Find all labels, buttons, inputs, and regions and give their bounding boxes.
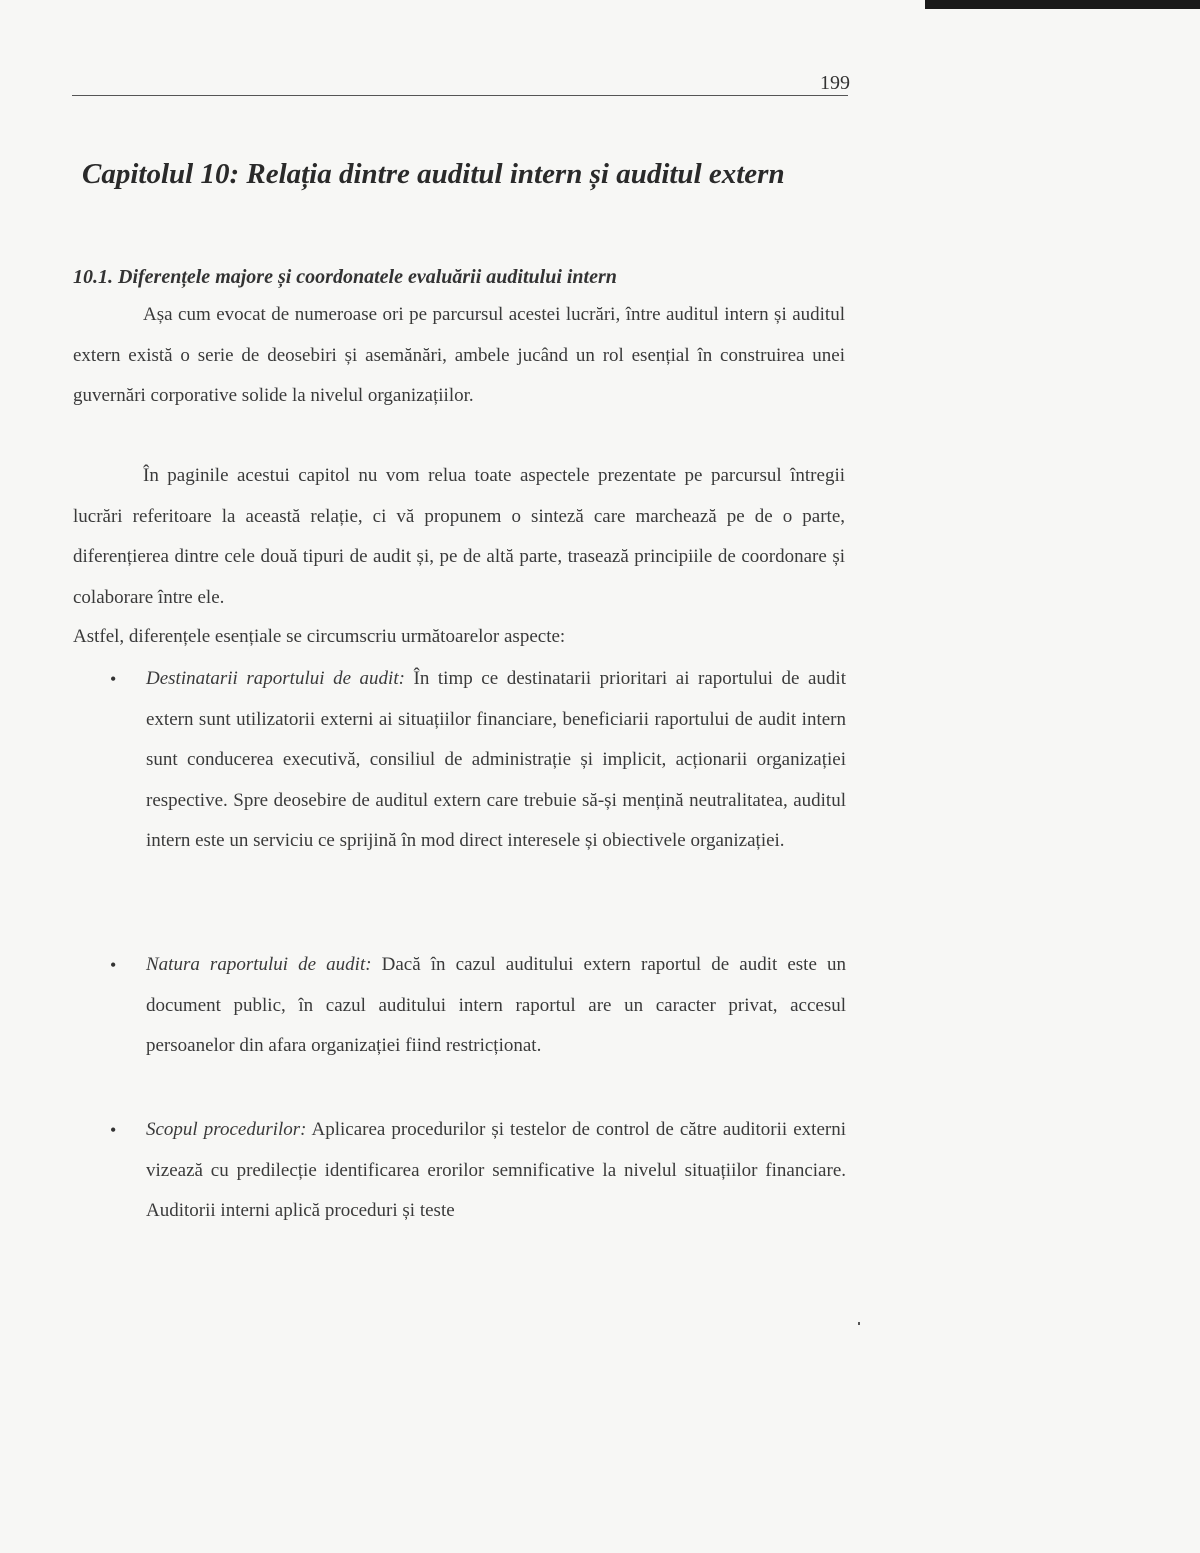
bullet-term: Destinatarii raportului de audit: bbox=[146, 668, 405, 689]
bullet-body: În timp ce destinatarii prioritari ai raportului de audit extern sunt utilizatorii externi ai situațiilor financiare, beneficiarii raportului de audit intern sunt conducerea executivă, consiliul de administrație și implicit, acționarii organizației respective. Spre deosebire de auditul extern care trebuie să-și mențină neutralitatea, auditul intern este un serviciu ce sprijină în mod direct interesele și obiectivele organizației. bbox=[146, 668, 846, 851]
bullet-dot-icon: • bbox=[110, 1120, 117, 1140]
bullet-text bbox=[146, 659, 846, 862]
bullet-text bbox=[146, 1110, 846, 1232]
paragraph-synthesis: În paginile acestui capitol nu vom relua toate aspectele prezentate pe parcursul întregii lucrări referitoare la această relație, ci vă propunem o sinteză care marchează pe de o parte, diferențierea dintre cele două tipuri de audit și, pe de altă parte, trasează principiile de coordonare și colaborare între ele. bbox=[73, 465, 845, 608]
bullet-body: Aplicarea procedurilor și testelor de control de către auditorii externi vizează cu predilecție identificarea erorilor semnificative la nivelul situațiilor financiare. Auditorii interni aplică proceduri și teste bbox=[146, 1119, 846, 1221]
page-number: 199 bbox=[820, 72, 850, 94]
bullet-body: Dacă în cazul auditului extern raportul de audit este un document public, în cazul auditului intern raportul are un caracter privat, accesul persoanelor din afara organizației fiind restricționat. bbox=[146, 954, 846, 1056]
bullet-dot-icon: • bbox=[110, 669, 117, 689]
scan-border bbox=[925, 0, 1200, 9]
paragraph-lead-in: Astfel, diferențele esențiale se circumscriu următoarelor aspecte: bbox=[73, 626, 566, 647]
bullet-text bbox=[146, 945, 846, 1067]
bullet-term: Scopul procedurilor: bbox=[146, 1119, 307, 1140]
scan-speck bbox=[858, 1322, 860, 1325]
chapter-title: Capitolul 10: Relația dintre auditul intern și auditul extern bbox=[82, 158, 785, 190]
bullet-term: Natura raportului de audit: bbox=[146, 954, 372, 975]
bullet-item-report-nature bbox=[110, 945, 846, 1067]
bullet-dot-icon: • bbox=[110, 955, 117, 975]
paragraph-intro: Așa cum evocat de numeroase ori pe parcursul acestei lucrări, între auditul intern și auditul extern există o serie de deosebiri și asemănări, ambele jucând un rol esențial în construirea unei guvernări corporative solide la nivelul organizațiilor. bbox=[73, 304, 845, 406]
bullet-item-recipients bbox=[110, 659, 846, 862]
section-heading: 10.1. Diferențele majore și coordonatele evaluării auditului intern bbox=[73, 266, 617, 288]
header-rule bbox=[72, 95, 848, 96]
bullet-item-procedures-scope bbox=[110, 1110, 846, 1232]
